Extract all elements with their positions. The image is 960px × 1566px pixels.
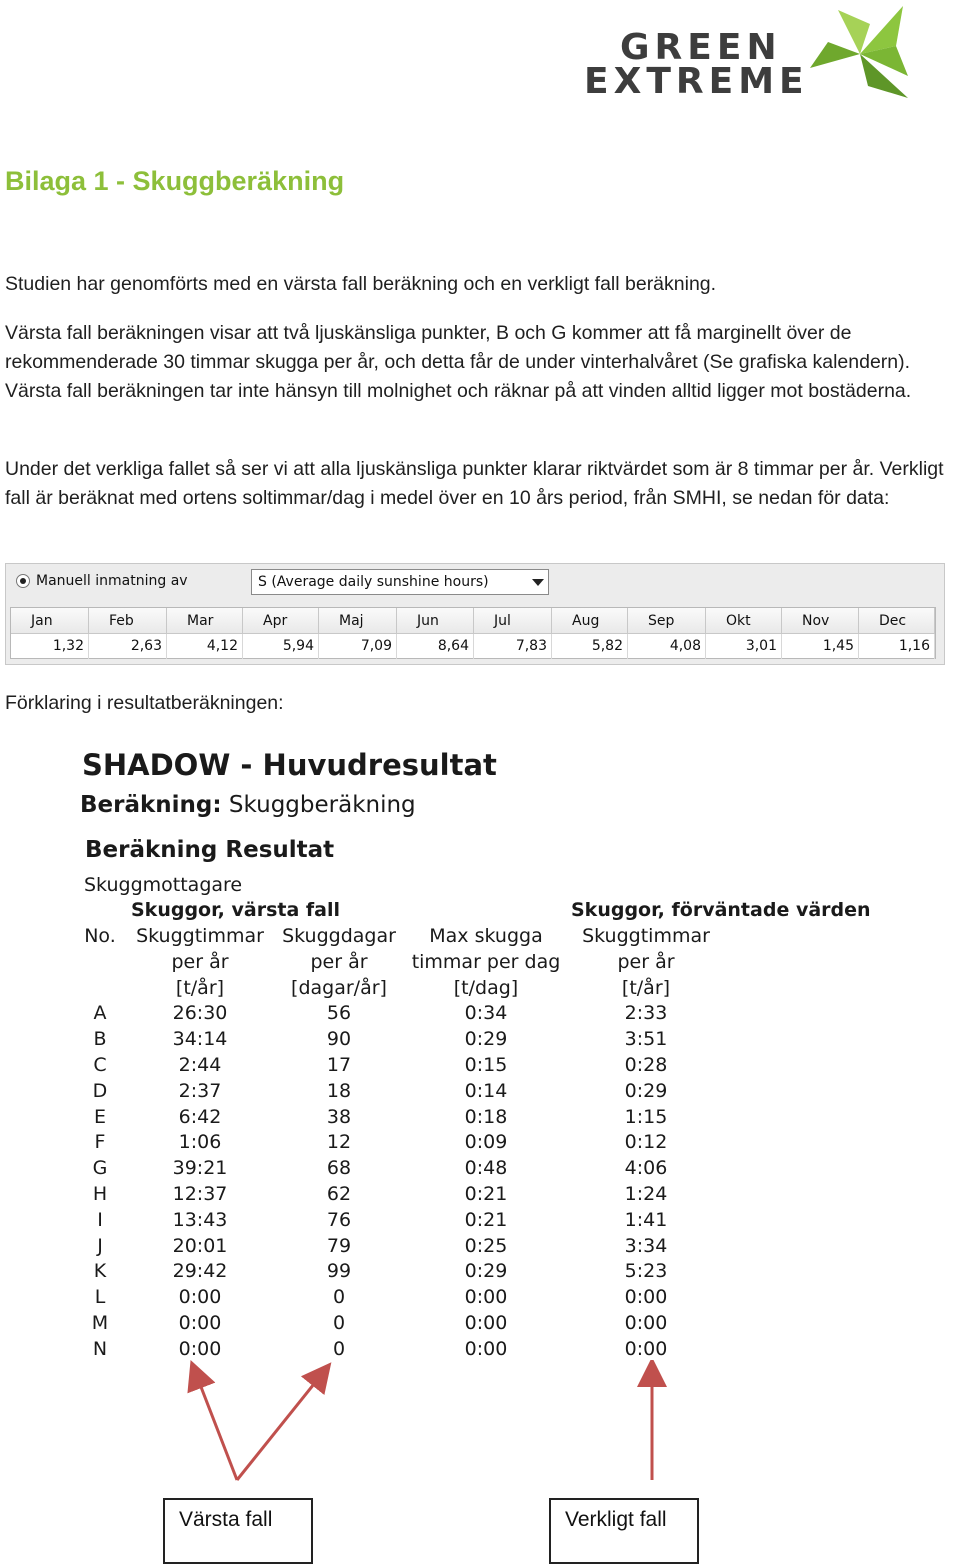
worst-case-box: Värsta fall (163, 1498, 313, 1564)
month-value-aug[interactable]: 5,82 (552, 634, 628, 659)
cell-max-b: 0:29 (464, 1028, 508, 1051)
page-heading: Bilaga 1 - Skuggberäkning (5, 166, 345, 196)
company-logo (580, 6, 915, 106)
month-header-dec: Dec (859, 608, 935, 634)
col-hours-h3: [t/år] (175, 976, 225, 999)
cell-days-m: 0 (332, 1311, 346, 1334)
expected-header: Skuggor, förväntade värden (571, 899, 871, 921)
cell-max-j: 0:25 (464, 1234, 508, 1257)
month-header-aug: Aug (552, 608, 628, 634)
month-header-maj: Maj (319, 608, 397, 634)
cell-days-j: 79 (326, 1234, 352, 1257)
sunshine-grid (10, 607, 936, 659)
col-max-values (408, 1001, 564, 1362)
cell-days-e: 38 (326, 1105, 352, 1128)
calculation-prefix: Beräkning: (80, 792, 222, 818)
col-no (76, 924, 124, 1363)
month-header-feb: Feb (89, 608, 167, 634)
cell-max-c: 0:15 (464, 1053, 508, 1076)
col-days (276, 924, 402, 1363)
cell-days-g: 68 (326, 1157, 352, 1180)
cell-no-c: C (93, 1053, 107, 1076)
month-value-jun[interactable]: 8,64 (397, 634, 474, 659)
pinwheel-icon (808, 6, 913, 106)
calculation-name: Skuggberäkning (228, 792, 416, 818)
cell-max-a: 0:34 (464, 1002, 508, 1025)
arrows-overlay (0, 1360, 960, 1500)
cell-max-f: 0:09 (464, 1131, 508, 1154)
month-header-nov: Nov (782, 608, 859, 634)
cell-hours-n: 0:00 (178, 1337, 222, 1360)
cell-exp-m: 0:00 (624, 1311, 668, 1334)
cell-hours-j: 20:01 (172, 1234, 228, 1257)
cell-days-b: 90 (326, 1028, 352, 1051)
cell-exp-j: 3:34 (624, 1234, 668, 1257)
col-no-values (76, 1001, 124, 1362)
month-header-jan: Jan (11, 608, 89, 634)
month-header-mar: Mar (167, 608, 243, 634)
logo-line-2: EXTREME (584, 61, 809, 102)
cell-no-i: I (97, 1208, 103, 1231)
cell-exp-n: 0:00 (624, 1337, 668, 1360)
logo-line-1: GREEN (620, 27, 782, 68)
month-value-apr[interactable]: 5,94 (243, 634, 319, 659)
cell-exp-i: 1:41 (624, 1208, 668, 1231)
receiver-label: Skuggmottagare (84, 874, 243, 896)
col-no-header: No. (84, 925, 116, 947)
month-value-jul[interactable]: 7,83 (474, 634, 552, 659)
arrow-worst-days (237, 1374, 322, 1480)
cell-no-d: D (92, 1079, 108, 1102)
cell-days-a: 56 (326, 1002, 352, 1025)
cell-exp-f: 0:12 (624, 1131, 668, 1154)
cell-hours-a: 26:30 (172, 1002, 228, 1025)
month-value-sep[interactable]: 4,08 (628, 634, 706, 659)
cell-no-b: B (93, 1028, 107, 1051)
cell-max-e: 0:18 (464, 1105, 508, 1128)
col-hours-h2: per år (171, 950, 229, 973)
cell-days-d: 18 (326, 1079, 352, 1102)
result-section-title: Beräkning Resultat (85, 837, 335, 863)
arrow-worst-hours (196, 1374, 237, 1480)
sunshine-select-value: S (Average daily sunshine hours) (258, 574, 489, 590)
col-days-h3: [dagar/år] (291, 976, 387, 999)
explanation-label: Förklaring i resultatberäkningen: (5, 692, 284, 714)
cell-no-h: H (92, 1182, 108, 1205)
sunshine-select[interactable] (251, 569, 549, 595)
month-value-dec[interactable]: 1,16 (859, 634, 935, 659)
cell-days-l: 0 (332, 1286, 346, 1309)
cell-exp-k: 5:23 (624, 1260, 668, 1283)
cell-max-h: 0:21 (464, 1182, 508, 1205)
cell-exp-l: 0:00 (624, 1286, 668, 1309)
calculation-line (80, 792, 416, 818)
col-exp-h1: Skuggtimmar (582, 925, 710, 947)
col-days-h1: Skuggdagar (282, 925, 396, 947)
cell-hours-c: 2:44 (178, 1053, 222, 1076)
cell-no-g: G (92, 1157, 108, 1180)
col-max (408, 924, 564, 1363)
cell-max-m: 0:00 (464, 1311, 508, 1334)
month-value-jan[interactable]: 1,32 (11, 634, 89, 659)
cell-days-n: 0 (332, 1337, 346, 1360)
cell-hours-m: 0:00 (178, 1311, 222, 1334)
cell-no-k: K (93, 1260, 107, 1283)
cell-exp-g: 4:06 (624, 1157, 668, 1180)
paragraph-intro: Studien har genomförts med en värsta fall beräkning och en verkligt fall beräkning. (5, 273, 717, 295)
month-value-feb[interactable]: 2,63 (89, 634, 167, 659)
cell-hours-b: 34:14 (172, 1028, 228, 1051)
month-header-sep: Sep (628, 608, 706, 634)
worst-case-header: Skuggor, värsta fall (131, 899, 341, 921)
cell-max-l: 0:00 (464, 1286, 508, 1309)
month-header-okt: Okt (706, 608, 782, 634)
cell-exp-d: 0:29 (624, 1079, 668, 1102)
manual-input-radio[interactable] (16, 574, 30, 588)
col-hours (130, 924, 270, 1363)
cell-no-m: M (91, 1311, 109, 1334)
cell-exp-e: 1:15 (624, 1105, 668, 1128)
col-days-h2: per år (310, 950, 368, 973)
cell-exp-c: 0:28 (624, 1053, 668, 1076)
cell-max-n: 0:00 (464, 1337, 508, 1360)
cell-exp-h: 1:24 (624, 1182, 668, 1205)
month-header-jul: Jul (474, 608, 552, 634)
cell-max-g: 0:48 (464, 1157, 508, 1180)
month-header-jun: Jun (397, 608, 474, 634)
cell-hours-k: 29:42 (172, 1260, 228, 1283)
col-days-values (276, 1001, 402, 1362)
sunshine-input-panel (5, 563, 945, 665)
col-max-h1: Max skugga (429, 925, 543, 947)
cell-exp-b: 3:51 (624, 1028, 668, 1051)
cell-exp-a: 2:33 (624, 1002, 668, 1025)
cell-max-d: 0:14 (464, 1079, 508, 1102)
col-max-h2: timmar per dag (411, 950, 561, 973)
cell-hours-l: 0:00 (178, 1286, 222, 1309)
cell-hours-f: 1:06 (178, 1131, 222, 1154)
col-expected (575, 924, 717, 1363)
month-value-mar[interactable]: 4,12 (167, 634, 243, 659)
col-max-h3: [t/dag] (453, 976, 519, 999)
month-value-maj[interactable]: 7,09 (319, 634, 397, 659)
real-case-box: Verkligt fall (549, 1498, 699, 1564)
cell-no-f: F (94, 1131, 106, 1154)
cell-no-a: A (93, 1002, 107, 1025)
cell-days-h: 62 (326, 1182, 352, 1205)
cell-hours-h: 12:37 (172, 1182, 228, 1205)
paragraph-worst-case: Värsta fall beräkningen visar att två ljuskänsliga punkter, B och G kommer att få marginellt över de rekommenderade 30 timmar skugga per år, och detta får de under vinterhalvåret (Se grafiska kalendern). Värsta fall beräkningen tar inte hänsyn till molnighet och räknar på att vinden alltid ligger mot bostäderna. (5, 322, 912, 402)
cell-max-k: 0:29 (464, 1260, 508, 1283)
col-exp-h3: [t/år] (621, 976, 671, 999)
cell-no-j: J (97, 1234, 103, 1257)
manual-input-label: Manuell inmatning av (36, 573, 188, 589)
cell-hours-e: 6:42 (178, 1105, 222, 1128)
cell-days-c: 17 (326, 1053, 352, 1076)
chevron-down-icon[interactable] (532, 579, 544, 586)
month-header-apr: Apr (243, 608, 319, 634)
result-title: SHADOW - Huvudresultat (82, 748, 497, 782)
cell-hours-i: 13:43 (172, 1208, 228, 1231)
col-hours-values (130, 1001, 270, 1362)
month-value-nov[interactable]: 1,45 (782, 634, 859, 659)
cell-max-i: 0:21 (464, 1208, 508, 1231)
col-exp-h2: per år (617, 950, 675, 973)
cell-no-n: N (92, 1337, 108, 1360)
col-exp-values (575, 1001, 717, 1362)
cell-hours-d: 2:37 (178, 1079, 222, 1102)
cell-days-k: 99 (326, 1260, 352, 1283)
month-value-okt[interactable]: 3,01 (706, 634, 782, 659)
cell-no-e: E (93, 1105, 106, 1128)
paragraph-real-case: Under det verkliga fallet så ser vi att alla ljuskänsliga punkter klarar riktvärdet som är 8 timmar per år. Verkligt fall är beräknat med ortens soltimmar/dag i medel över en 10 års period, från SMHI, se nedan för data: (5, 458, 944, 509)
cell-days-f: 12 (326, 1131, 352, 1154)
cell-days-i: 76 (326, 1208, 352, 1231)
cell-no-l: L (94, 1286, 106, 1309)
cell-hours-g: 39:21 (172, 1157, 228, 1180)
col-hours-h1: Skuggtimmar (136, 925, 264, 947)
